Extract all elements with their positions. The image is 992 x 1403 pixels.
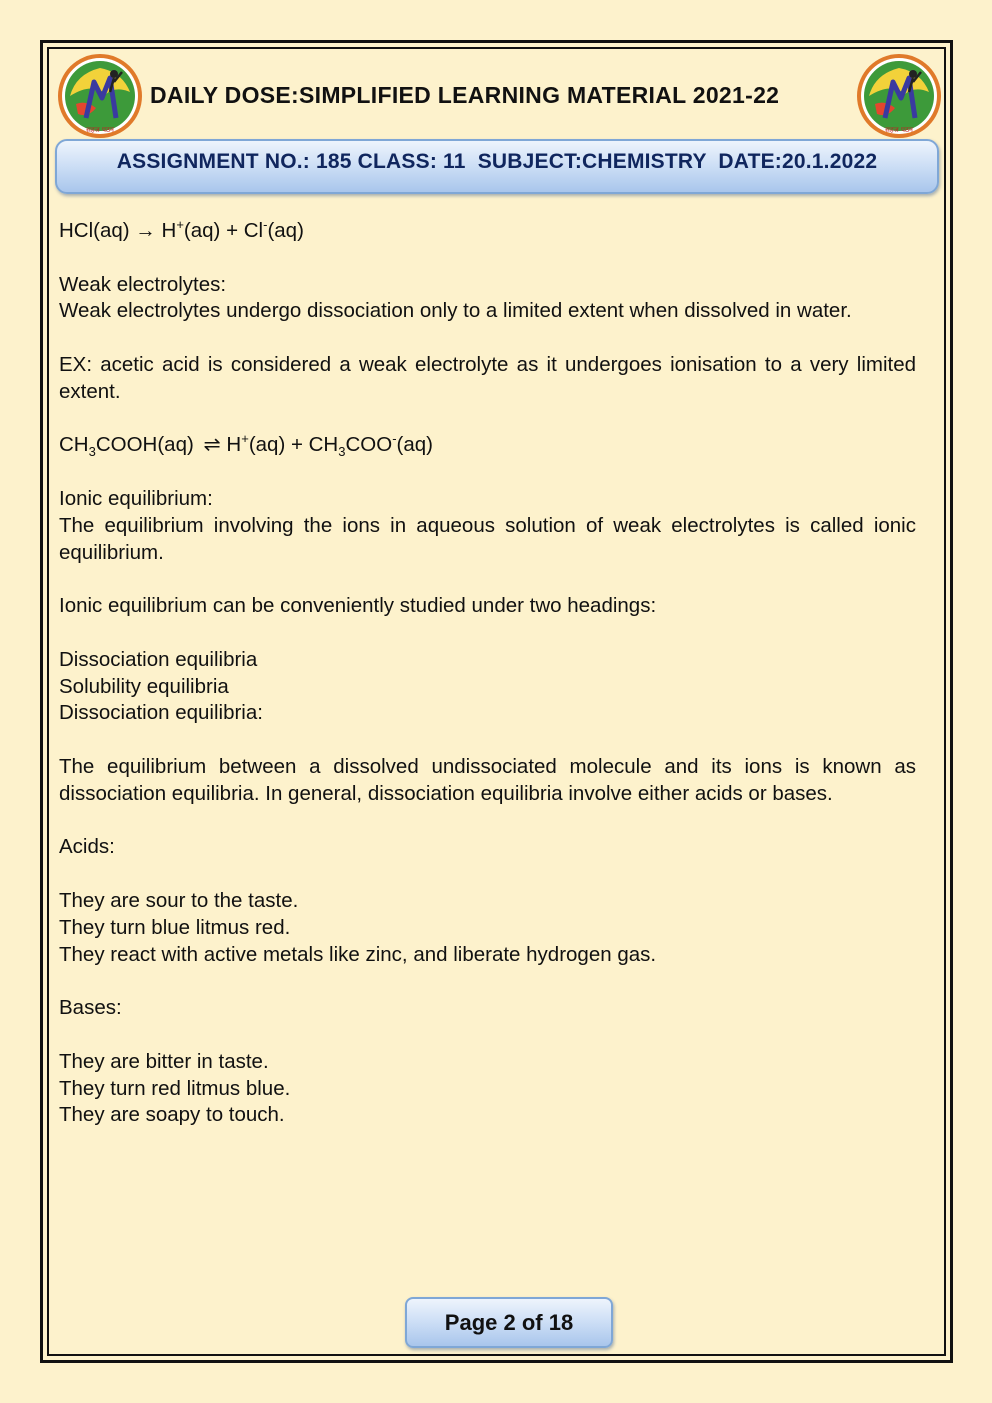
school-logo-right — [855, 52, 943, 140]
eq2-sub: 3 — [338, 444, 346, 460]
eq1-part: HCl(aq) → H — [59, 219, 177, 242]
ionic-headings-intro: Ionic equilibrium can be conveniently studied under two headings: — [59, 594, 657, 618]
list-item: They are sour to the taste. — [59, 888, 299, 912]
list-item: They turn red litmus blue. — [59, 1076, 291, 1100]
eq2-part: (aq) + CH — [248, 433, 339, 457]
equilibrium-arrow: ⇌ — [203, 433, 221, 457]
heading-ionic-equilibrium: Ionic equilibrium: — [59, 486, 213, 510]
list-item: They are soapy to touch. — [59, 1103, 285, 1127]
heading-weak-electrolytes: Weak electrolytes: — [59, 272, 227, 296]
eq2-part: COO — [345, 433, 393, 457]
document-body — [59, 218, 916, 1129]
assignment-info: ASSIGNMENT NO.: 185 CLASS: 11 SUBJECT:CHEMISTRY DATE:20.1.2022 — [116, 150, 878, 173]
list-item: Solubility equilibria — [59, 674, 229, 698]
eq2-sub: 3 — [88, 444, 96, 460]
list-item: They are bitter in taste. — [59, 1049, 269, 1073]
eq2-part: CH — [59, 433, 89, 457]
eq1-sup: - — [263, 217, 268, 233]
page-title: DAILY DOSE:SIMPLIFIED LEARNING MATERIAL 2021-22 — [150, 82, 780, 108]
list-item: Dissociation equilibria: — [59, 701, 263, 725]
weak-electrolytes-definition: Weak electrolytes undergo dissociation only to a limited extent when dissolved in water. — [59, 299, 852, 323]
eq2-sup: + — [241, 431, 249, 447]
eq2-part: (aq) — [396, 433, 433, 457]
eq2-sup: - — [392, 431, 397, 447]
equation-hcl — [59, 218, 916, 245]
ionic-equilibrium-definition: The equilibrium involving the ions in aqueous solution of weak electrolytes is called ionic equilibrium. — [59, 513, 916, 564]
page-number-badge: Page 2 of 18 — [405, 1297, 613, 1348]
eq1-sup: + — [176, 217, 184, 233]
list-item: They react with active metals like zinc, and liberate hydrogen gas. — [59, 942, 657, 966]
acetic-acid-example: EX: acetic acid is considered a weak electrolyte as it undergoes ionisation to a very limited extent. — [59, 352, 916, 403]
eq1-part: (aq) — [267, 219, 304, 242]
list-item: Dissociation equilibria — [59, 647, 258, 671]
school-logo-left — [56, 52, 144, 140]
eq2-part: COOH(aq) — [95, 433, 194, 457]
logo-right-text: सहज पठन — [885, 126, 913, 134]
list-item: They turn blue litmus red. — [59, 915, 291, 939]
equation-acetic-acid — [59, 432, 916, 459]
assignment-banner — [55, 139, 939, 194]
logo-left-text: सहज पठन — [86, 126, 114, 134]
eq1-part: (aq) + Cl — [183, 219, 264, 242]
dissociation-definition: The equilibrium between a dissolved undissociated molecule and its ions is known as dissociation equilibria. In general, dissociation equilibria involve either acids or bases. — [59, 754, 916, 805]
heading-acids: Acids: — [59, 835, 115, 859]
heading-bases: Bases: — [59, 996, 122, 1020]
eq2-part: H — [226, 433, 242, 457]
